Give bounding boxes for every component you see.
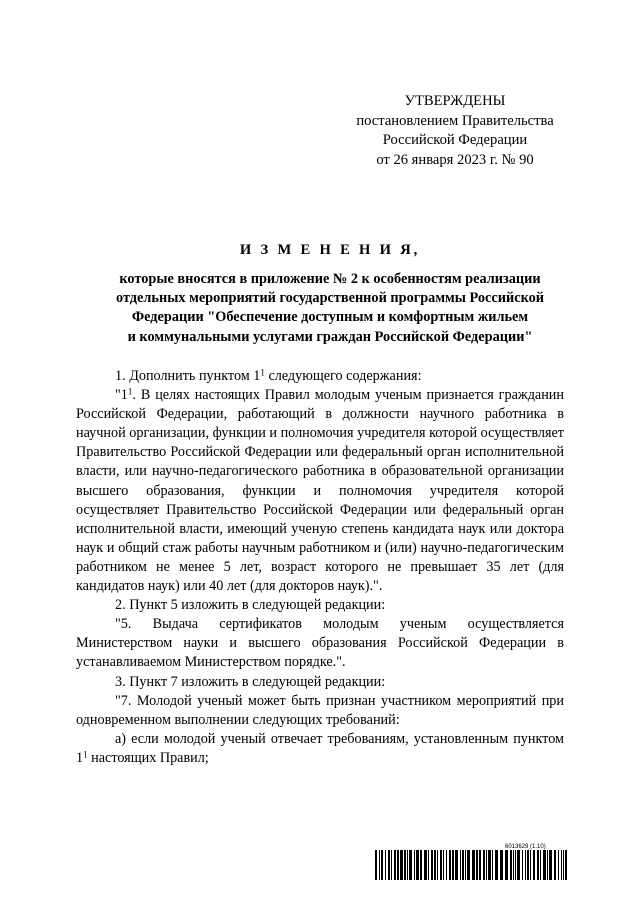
approval-line-1: УТВЕРЖДЕНЫ: [404, 93, 506, 109]
superscript: 1: [260, 367, 265, 378]
paragraph-7: [76, 730, 564, 768]
paragraph-2-text: "1: [115, 387, 128, 404]
paragraph-3: 2. Пункт 5 изложить в следующей редакции:: [115, 597, 386, 614]
paragraph-1: [76, 367, 564, 386]
subtitle-line-1: которые вносятся в приложение № 2 к особенностям реализации: [119, 271, 541, 287]
approval-line-4: от 26 января 2023 г. № 90: [376, 151, 534, 168]
subtitle-line-3: Федерации "Обеспечение доступным и комфортным жильем: [131, 309, 529, 326]
subtitle-line-2: отдельных мероприятий государственной программы Российской: [116, 290, 544, 307]
paragraph-2-text-end: . В целях настоящих Правил молодым ученым признается гражданин Российской Федерации, работающий в должности научного работника в научной организации, функции и полномочия учредителя которой осуществляет Правительство Российской Федерации или федеральный орган исполнительной власти, или научно-педагогического работника в образовательной организации высшего образования, функции и полномочия учредителя которой осуществляет Правительство Российской Федерации или федеральный орган исполнительной власти, имеющий ученую степень кандидата наук или доктора наук и общий стаж работы научным работником и (или) научно-педагогическим работником не менее 5 лет, возраст которого не превышает 35 лет (для кандидатов наук) или 40 лет (для докторов наук).".: [76, 387, 564, 595]
approval-block: [330, 92, 580, 170]
barcode-icon: [375, 850, 569, 880]
approval-line-2: постановлением Правительства: [356, 112, 554, 129]
subtitle-line-4: и коммунальными услугами граждан Российской Федерации": [127, 328, 533, 345]
paragraph-2: [76, 386, 564, 596]
document-body: [76, 367, 564, 768]
document-code: 6013629 (1.10): [505, 844, 546, 850]
approval-line-3: Российской Федерации: [382, 132, 528, 148]
paragraph-7-text-end: настоящих Правил;: [87, 749, 209, 766]
paragraph-6: "7. Молодой ученый может быть признан участником мероприятий при одновременном выполнении следующих требований:: [76, 692, 564, 728]
document-title: И З М Е Н Е Н И Я,: [239, 242, 421, 258]
paragraph-4: "5. Выдача сертификатов молодым ученым осуществляется Министерством науки и высшего образования Российской Федерации в устанавливаемом Министерством порядке.".: [76, 616, 564, 671]
paragraph-1-text: 1. Дополнить пунктом 1: [115, 368, 261, 384]
paragraph-1-text-end: следующего содержания:: [264, 368, 422, 384]
superscript: 1: [127, 386, 133, 397]
superscript: 1: [83, 749, 88, 760]
paragraph-7-text: а) если молодой ученый отвечает требованиям, установленным пунктом 1: [76, 730, 564, 766]
paragraph-5: 3. Пункт 7 изложить в следующей редакции:: [115, 673, 386, 690]
title-block: [60, 242, 600, 347]
document-subtitle: [60, 270, 600, 347]
